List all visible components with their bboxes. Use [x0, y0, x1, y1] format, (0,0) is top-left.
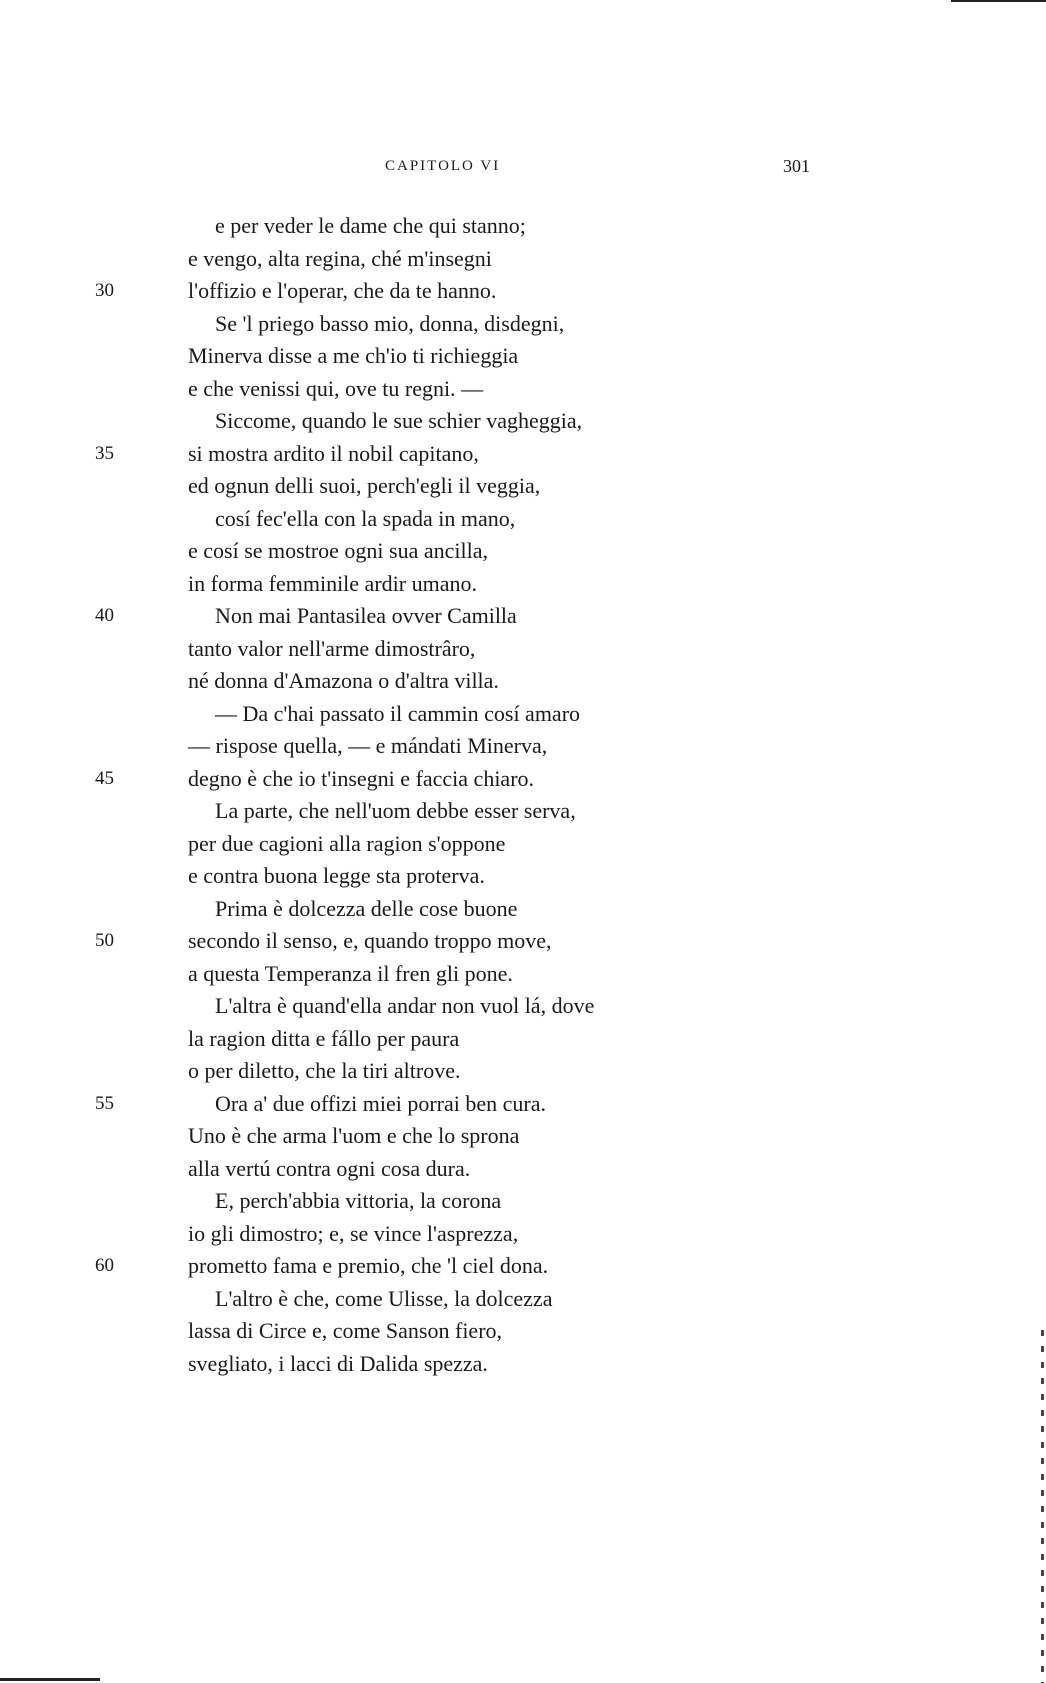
verse-line: [188, 243, 888, 276]
verse-line: [188, 1120, 888, 1153]
page-number: 301: [783, 156, 810, 176]
line-number: 30: [95, 280, 114, 301]
verse-line-text: svegliato, i lacci di Dalida spezza.: [188, 1350, 488, 1376]
verse-line: [188, 893, 888, 926]
verse-line-text: ed ognun delli suoi, perch'egli il veggia,: [188, 473, 541, 498]
verse-line: [188, 1348, 888, 1381]
verse-line-text: l'offizio e l'operar, che da te hanno.: [188, 278, 497, 303]
verse-line: [188, 958, 888, 991]
verse-line: [188, 730, 888, 763]
verse-line: [188, 633, 888, 666]
verse-line: [95, 1250, 888, 1283]
verse-line-text: E, perch'abbia vittoria, la corona: [215, 1188, 502, 1213]
verse-line: [95, 1088, 888, 1121]
verse-line: [188, 1315, 888, 1348]
verse-line-text: Ora a' due offizi miei porrai ben cura.: [215, 1090, 546, 1116]
verse-line: [188, 535, 888, 568]
verse-line-text: L'altro è che, come Ulisse, la dolcezza: [215, 1285, 553, 1311]
verse-line: [95, 925, 888, 958]
verse-line-text: e per veder le dame che qui stanno;: [215, 213, 526, 238]
line-number: 60: [95, 1255, 114, 1276]
verse-line: [188, 1283, 888, 1316]
verse-line-text: la ragion ditta e fállo per paura: [188, 1025, 460, 1051]
verse-line: [188, 1153, 888, 1186]
verse-line: [188, 1185, 888, 1218]
verse-line: [188, 1055, 888, 1088]
verse-line-text: per due cagioni alla ragion s'oppone: [188, 830, 506, 856]
verse-line-text: si mostra ardito il nobil capitano,: [188, 440, 479, 466]
verse-line-text: a questa Temperanza il fren gli pone.: [188, 960, 513, 986]
verse-line: [188, 373, 888, 406]
scan-edge-marks: [1041, 1330, 1044, 1683]
line-number: 35: [95, 442, 114, 464]
verse-line: [95, 763, 888, 796]
verse-line-text: e vengo, alta regina, ché m'insegni: [188, 245, 492, 271]
verse-line: [188, 405, 888, 438]
verse-line: [188, 308, 888, 341]
poem-text: [95, 210, 888, 1380]
verse-line-text: Se 'l priego basso mio, donna, disdegni,: [215, 310, 565, 336]
verse-line-text: — rispose quella, — e mándati Minerva,: [188, 733, 548, 758]
verse-line: [188, 568, 888, 601]
verse-line: [188, 990, 888, 1023]
verse-line-text: e che venissi qui, ove tu regni. —: [188, 375, 484, 401]
verse-line-text: Minerva disse a me ch'io ti richieggia: [188, 343, 519, 368]
verse-line-text: La parte, che nell'uom debbe esser serva,: [215, 798, 576, 823]
verse-line-text: — Da c'hai passato il cammin cosí amaro: [215, 700, 581, 726]
verse-line-text: secondo il senso, e, quando troppo move,: [188, 928, 552, 953]
verse-line: [188, 503, 888, 536]
verse-line-text: lassa di Circe e, come Sanson fiero,: [188, 1318, 503, 1343]
verse-line-text: e cosí se mostroe ogni sua ancilla,: [188, 538, 488, 563]
verse-line: [95, 275, 888, 308]
verse-line-text: o per diletto, che la tiri altrove.: [188, 1058, 461, 1083]
verse-line-text: Prima è dolcezza delle cose buone: [215, 895, 518, 921]
verse-line-text: io gli dimostro; e, se vince l'asprezza,: [188, 1220, 519, 1246]
verse-line: [188, 340, 888, 373]
verse-line: [188, 698, 888, 731]
scan-edge-rule-bottom: [0, 1678, 100, 1681]
line-number: 45: [95, 767, 114, 789]
verse-line: [188, 210, 888, 243]
verse-line-text: in forma femminile ardir umano.: [188, 570, 477, 596]
verse-line: [188, 470, 888, 503]
running-head: CAPITOLO VI: [385, 158, 501, 174]
verse-line-text: degno è che io t'insegni e faccia chiaro.: [188, 765, 535, 791]
verse-line-text: L'altra è quand'ella andar non vuol lá, dove: [215, 993, 595, 1018]
verse-line-text: alla vertú contra ogni cosa dura.: [188, 1155, 471, 1181]
verse-line: [188, 1023, 888, 1056]
scan-edge-rule-top: [951, 0, 1046, 2]
line-number: 40: [95, 605, 114, 626]
verse-line: [188, 860, 888, 893]
verse-line: [95, 600, 888, 633]
verse-line-text: né donna d'Amazona o d'altra villa.: [188, 668, 499, 693]
verse-line: [188, 828, 888, 861]
verse-line-text: prometto fama e premio, che 'l ciel dona.: [188, 1253, 549, 1278]
verse-line: [95, 438, 888, 471]
verse-line: [188, 665, 888, 698]
line-number: 55: [95, 1092, 114, 1114]
verse-line: [188, 795, 888, 828]
verse-line: [188, 1218, 888, 1251]
verse-line-text: tanto valor nell'arme dimostrâro,: [188, 635, 476, 661]
verse-line-text: Siccome, quando le sue schier vagheggia,: [215, 408, 583, 433]
verse-line-text: Uno è che arma l'uom e che lo sprona: [188, 1123, 520, 1148]
verse-line-text: e contra buona legge sta proterva.: [188, 863, 485, 888]
verse-line-text: Non mai Pantasilea ovver Camilla: [215, 603, 517, 628]
verse-line-text: cosí fec'ella con la spada in mano,: [215, 505, 516, 531]
line-number: 50: [95, 930, 114, 951]
